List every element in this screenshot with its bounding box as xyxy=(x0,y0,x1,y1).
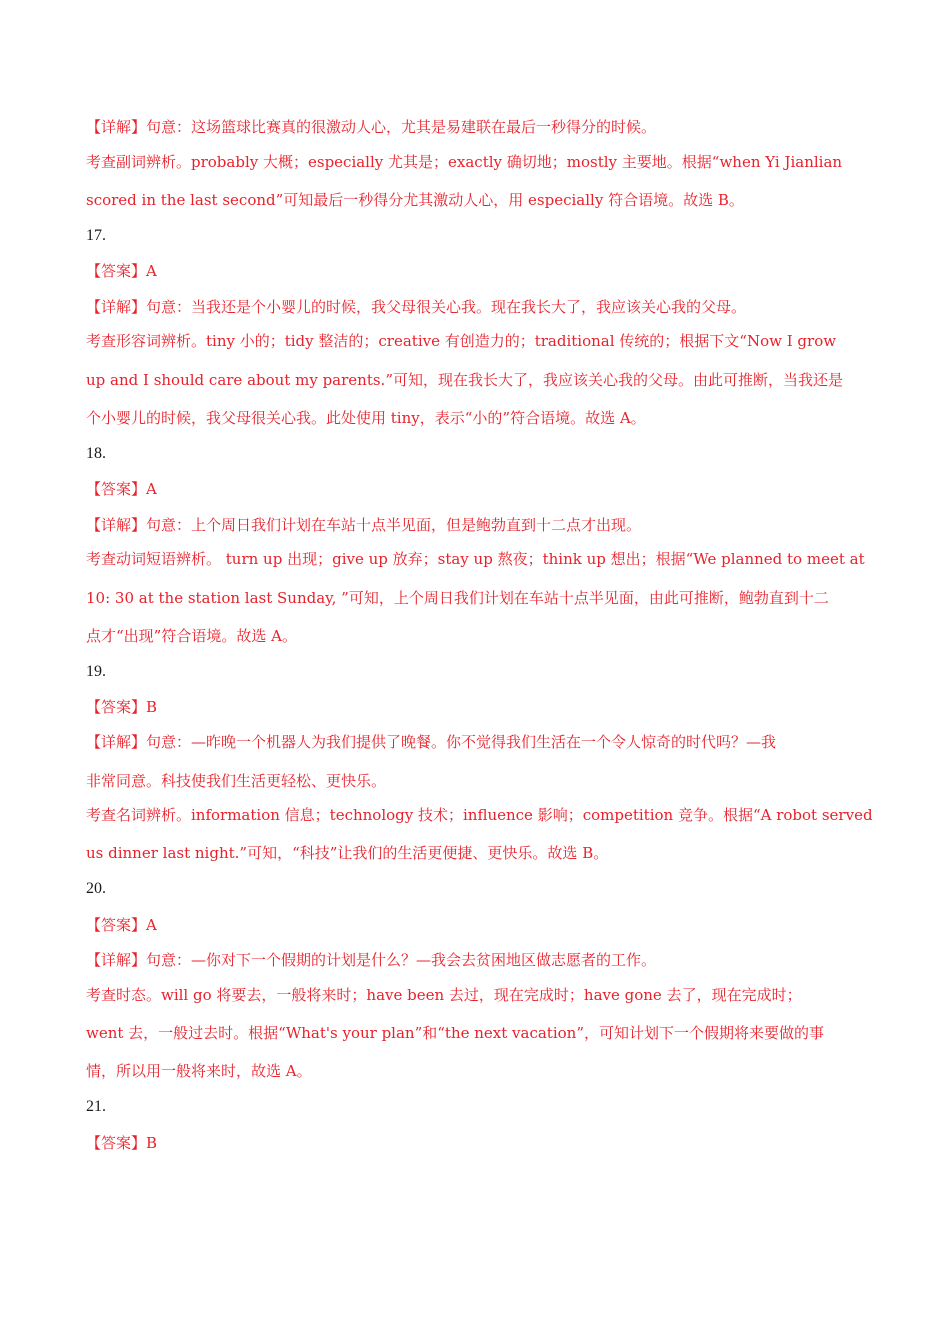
analysis-16-line1: 考查副词辨析。probably 大概；especially 尤其是；exactly 确切地；mostly 主要地。根据“when Yi Jianlian xyxy=(86,153,843,171)
detail-17: 【详解】句意：当我还是个小婴儿的时候，我父母很关心我。现在我长大了，我应该关心我的父母。 xyxy=(86,298,747,316)
analysis-17-line1: 考查形容词辨析。tiny 小的；tidy 整洁的；creative 有创造力的；traditional 传统的；根据下文“Now I grow xyxy=(86,332,837,350)
analysis-20-line3: 情，所以用一般将来时，故选 A。 xyxy=(86,1062,312,1080)
question-number-19: 19. xyxy=(86,663,106,680)
answer-17: 【答案】A xyxy=(86,262,157,280)
detail-16: 【详解】句意：这场篮球比赛真的很激动人心，尤其是易建联在最后一秒得分的时候。 xyxy=(86,118,657,136)
analysis-18-line1: 考查动词短语辨析。 turn up 出现；give up 放弃；stay up 熬夜；think up 想出；根据“We planned to meet at xyxy=(86,550,865,568)
answer-19: 【答案】B xyxy=(86,698,158,716)
analysis-18-line3: 点才“出现”符合语境。故选 A。 xyxy=(86,627,297,645)
analysis-17-line3: 个小婴儿的时候，我父母很关心我。此处使用 tiny，表示“小的”符合语境。故选 A。 xyxy=(86,409,646,427)
analysis-16-line2: scored in the last second”可知最后一秒得分尤其激动人心，用 especially 符合语境。故选 B。 xyxy=(86,191,744,209)
answer-18: 【答案】A xyxy=(86,480,157,498)
detail-19-line1: 【详解】句意：—昨晚一个机器人为我们提供了晚餐。你不觉得我们生活在一个令人惊奇的时代吗？—我 xyxy=(86,733,777,751)
analysis-17-line2: up and I should care about my parents.”可知，现在我长大了，我应该关心我的父母。由此可推断，当我还是 xyxy=(86,371,843,389)
question-number-18: 18. xyxy=(86,445,106,462)
answer-20: 【答案】A xyxy=(86,916,157,934)
analysis-19-line2: us dinner last night.”可知，“科技”让我们的生活更便捷、更快乐。故选 B。 xyxy=(86,844,609,862)
question-number-21: 21. xyxy=(86,1098,106,1115)
detail-20: 【详解】句意：—你对下一个假期的计划是什么？—我会去贫困地区做志愿者的工作。 xyxy=(86,951,657,969)
question-number-20: 20. xyxy=(86,880,106,897)
analysis-20-line2: went 去，一般过去时。根据“What's your plan”和“the next vacation”，可知计划下一个假期将来要做的事 xyxy=(86,1024,824,1042)
question-number-17: 17. xyxy=(86,227,106,244)
analysis-20-line1: 考查时态。will go 将要去，一般将来时；have been 去过，现在完成时；have gone 去了，现在完成时； xyxy=(86,986,802,1004)
answer-21: 【答案】B xyxy=(86,1134,158,1152)
detail-19-line2: 非常同意。科技使我们生活更轻松、更快乐。 xyxy=(86,772,387,790)
detail-18: 【详解】句意：上个周日我们计划在车站十点半见面，但是鲍勃直到十二点才出现。 xyxy=(86,516,642,534)
analysis-18-line2: 10: 30 at the station last Sunday, ”可知，上个周日我们计划在车站十点半见面，由此可推断，鲍勃直到十二 xyxy=(86,589,829,607)
analysis-19-line1: 考查名词辨析。information 信息；technology 技术；influence 影响；competition 竞争。根据“A robot served xyxy=(86,806,873,824)
